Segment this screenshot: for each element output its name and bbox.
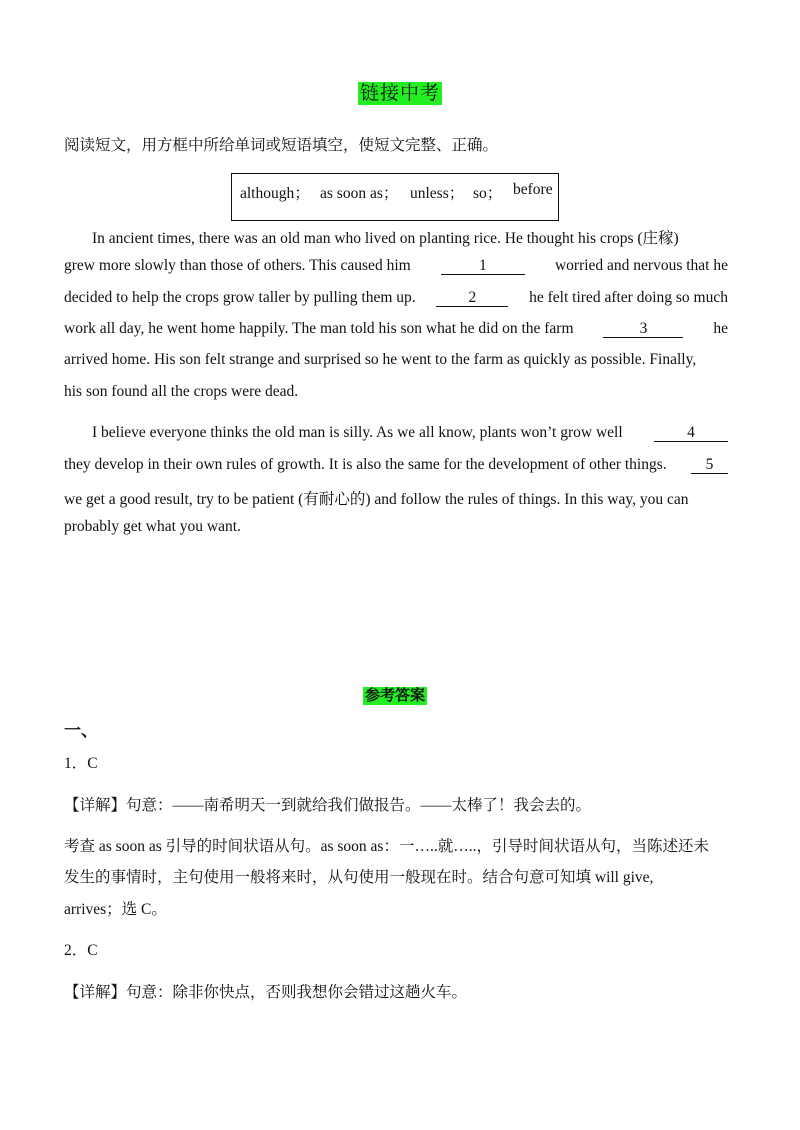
- passage-line: [64, 320, 728, 338]
- passage-line: [64, 351, 728, 369]
- answer-1-explanation: 考查 as soon as 引导的时间状语从句。as soon as：一…..就…..，引导时间状语从句，当陈述还未: [64, 838, 709, 855]
- passage-text: worried and nervous that he: [554, 257, 728, 274]
- passage-line: [92, 226, 728, 248]
- answers-part-label: 一、: [64, 721, 98, 740]
- passage-text: work all day, he went home happily. The man told his son what he did on the farm: [64, 320, 574, 337]
- passage-line: probably get what you want.: [64, 518, 241, 535]
- blank-2[interactable]: 2: [436, 289, 508, 307]
- passage-text: we get a good result, try to be patient (有耐心的) and follow the rules of things. In this way, you can: [64, 491, 689, 508]
- passage-text: they develop in their own rules of growth. It is also the same for the development of other things.: [64, 456, 667, 473]
- blank-5[interactable]: 5: [691, 456, 728, 474]
- word-unless: unless；: [410, 185, 465, 202]
- passage-line: [64, 257, 728, 275]
- answer-2-detail: 【详解】句意：除非你快点，否则我想你会错过这趟火车。: [64, 984, 468, 1001]
- answers-title: 参考答案: [365, 688, 426, 704]
- passage-text: he felt tired after doing so much: [529, 289, 728, 306]
- word-box: [231, 173, 559, 221]
- passage-text: decided to help the crops grow taller by pulling them up.: [64, 289, 416, 306]
- passage-line: [64, 289, 728, 307]
- passage-text: arrived home. His son felt strange and surprised so he went to the farm as quickly as possible. Finally,: [64, 351, 697, 368]
- section-title: 链接中考: [360, 83, 441, 104]
- passage-text: grew more slowly than those of others. This caused him: [64, 257, 411, 274]
- answer-1-explanation: 发生的事情时，主句使用一般将来时，从句使用一般现在时。结合句意可知填 will give,: [64, 869, 654, 886]
- passage-text: I believe everyone thinks the old man is silly. As we all know, plants won’t grow well: [92, 424, 623, 441]
- blank-4[interactable]: 4: [654, 424, 728, 442]
- answer-1-explanation: arrives；选 C。: [64, 901, 167, 918]
- answer-2: 2．C: [64, 942, 98, 959]
- word-so: so；: [473, 185, 503, 202]
- blank-3[interactable]: 3: [603, 320, 683, 338]
- answer-1-detail: 【详解】句意：——南希明天一到就给我们做报告。——太棒了！我会去的。: [64, 797, 592, 814]
- passage-text: he: [713, 320, 728, 337]
- passage-line: his son found all the crops were dead.: [64, 383, 299, 400]
- passage-line: [92, 424, 728, 442]
- word-as-soon-as: as soon as；: [320, 185, 399, 202]
- word-before: before: [513, 181, 553, 198]
- word-although: although；: [240, 185, 310, 202]
- passage-line: [64, 487, 728, 509]
- instruction: 阅读短文，用方框中所给单词或短语填空，使短文完整、正确。: [64, 137, 499, 154]
- blank-1[interactable]: 1: [441, 257, 525, 275]
- answer-1: 1．C: [64, 755, 98, 772]
- passage-text: In ancient times, there was an old man who lived on planting rice. He thought his crops (庄稼): [92, 230, 679, 247]
- passage-line: [64, 456, 728, 474]
